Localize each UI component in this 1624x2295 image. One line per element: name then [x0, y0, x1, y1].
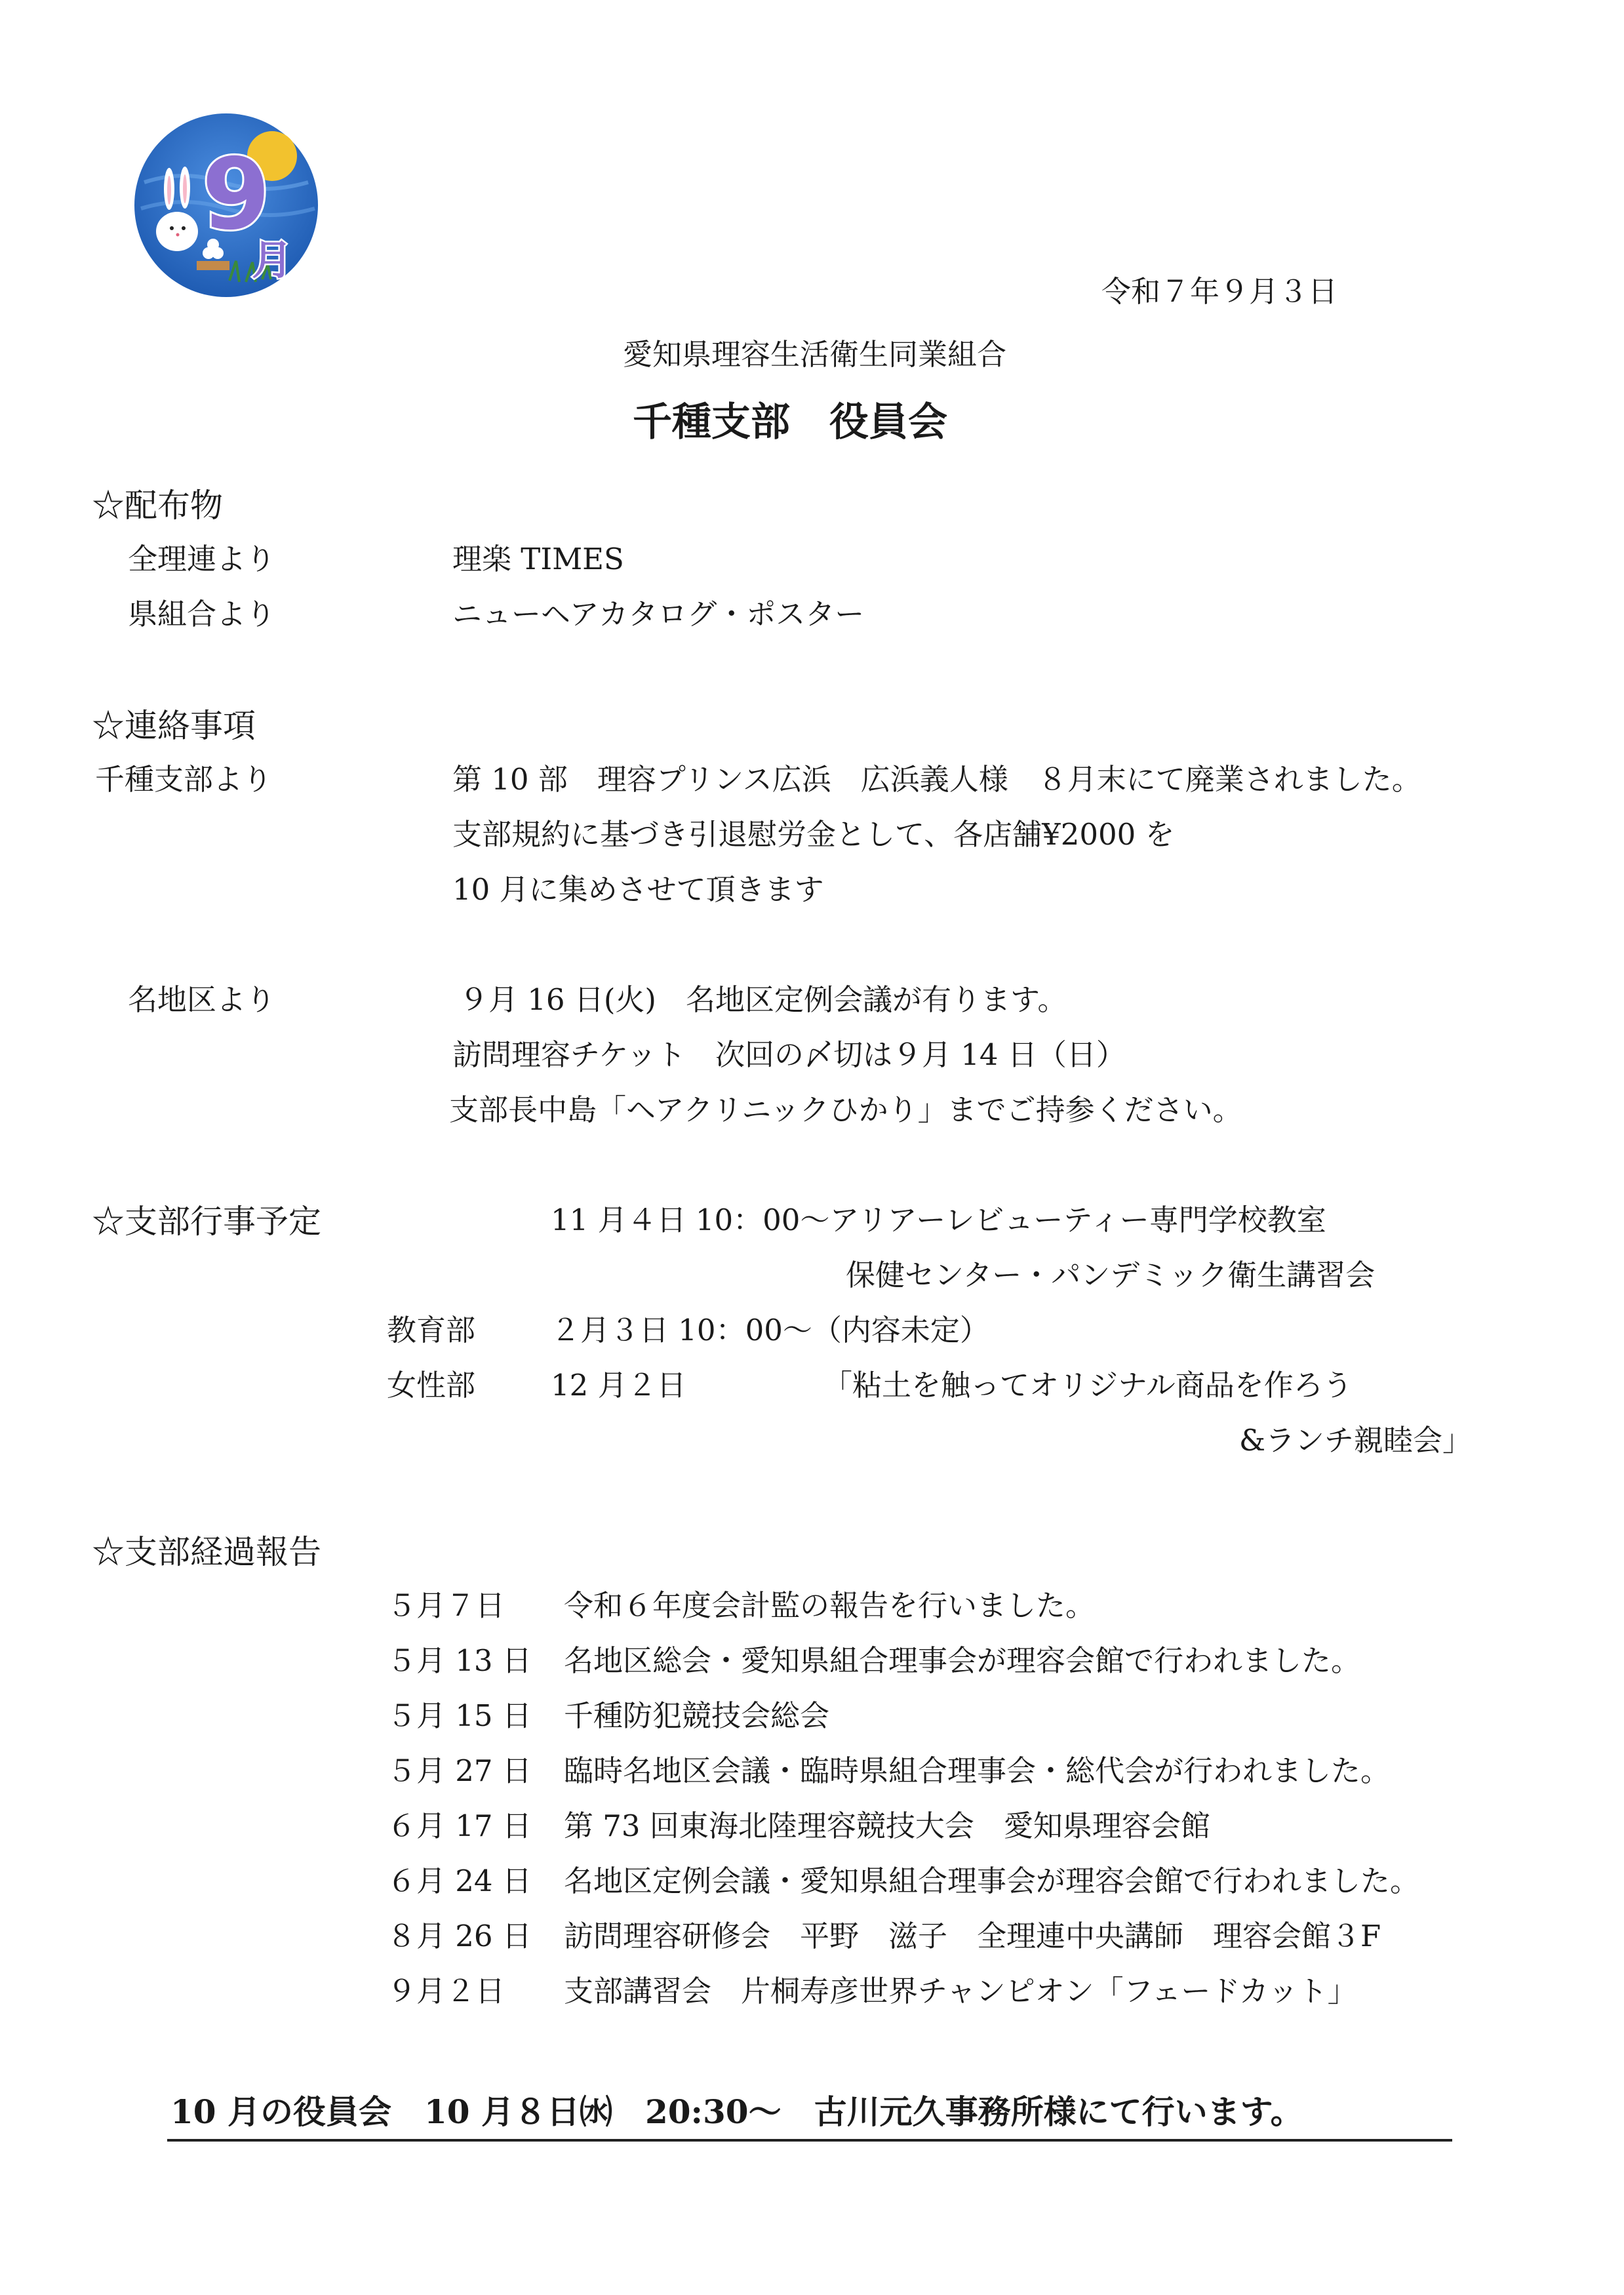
document-date: 令和７年９月３日 — [1101, 274, 1338, 309]
chikusa-line-3: 10 月に集めさせて頂きます — [452, 872, 824, 907]
september-badge-icon — [131, 110, 321, 300]
report-text: 千種防犯競技会総会 — [564, 1698, 830, 1733]
report-heading: ☆支部経過報告 — [92, 1533, 321, 1571]
education-text: ２月３日 10：00～（内容未定） — [551, 1313, 989, 1347]
meichi-line-1: ９月 16 日(火) 名地区定例会議が有ります。 — [459, 982, 1067, 1017]
chikusa-source: 千種支部より — [95, 762, 273, 797]
report-date: ５月 27 日 — [387, 1753, 532, 1788]
events-heading: ☆支部行事予定 — [92, 1203, 321, 1241]
report-text: 令和６年度会計監の報告を行いました。 — [564, 1588, 1096, 1623]
report-date: ６月 17 日 — [387, 1808, 532, 1843]
report-text: 第 73 回東海北陸理容競技大会 愛知県理容会館 — [564, 1808, 1210, 1843]
distribution-item-2: ニューヘアカタログ・ポスター — [452, 597, 865, 631]
organization-name: 愛知県理容生活衛生同業組合 — [623, 337, 1007, 372]
report-text: 訪問理容研修会 平野 滋子 全理連中央講師 理容会館３F — [564, 1919, 1381, 1953]
women-text-1: 「粘土を触ってオリジナル商品を作ろう — [823, 1368, 1353, 1403]
report-text: 名地区定例会議・愛知県組合理事会が理容会館で行われました。 — [564, 1864, 1420, 1898]
report-date: ８月 26 日 — [387, 1919, 532, 1953]
education-label: 教育部 — [387, 1313, 476, 1347]
footer-notice: 10 月の役員会 10 月８日㈬ 20:30～ 古川元久事務所様にて行います。 — [170, 2092, 1303, 2131]
page-title: 千種支部 役員会 — [633, 399, 947, 445]
chikusa-line-1: 第 10 部 理容プリンス広浜 広浜義人様 ８月末にて廃業されました。 — [452, 762, 1421, 797]
report-date: ５月 15 日 — [387, 1698, 532, 1733]
footer-underline — [167, 2139, 1452, 2142]
report-text: 臨時名地区会議・臨時県組合理事会・総代会が行われました。 — [564, 1753, 1391, 1788]
badge-number: 9 — [201, 138, 271, 252]
event-line-1: 11 月４日 10：00～アリアーレビューティー専門学校教室 — [551, 1203, 1326, 1237]
report-date: ９月２日 — [387, 1974, 505, 2008]
distribution-source-1: 全理連より — [128, 542, 276, 576]
badge-month-char: 月 — [251, 236, 293, 284]
report-date: ６月 24 日 — [387, 1864, 532, 1898]
report-date: ５月 13 日 — [387, 1643, 532, 1678]
distribution-item-1: 理楽 TIMES — [452, 542, 624, 576]
notices-heading: ☆連絡事項 — [92, 707, 256, 745]
report-date: ５月７日 — [387, 1588, 505, 1623]
meichi-line-3: 支部長中島「ヘアクリニックひかり」までご持参ください。 — [449, 1092, 1242, 1127]
chikusa-line-2: 支部規約に基づき引退慰労金として、各店舗¥2000 を — [452, 817, 1175, 852]
meichi-source: 名地区より — [128, 982, 276, 1017]
meichi-line-2: 訪問理容チケット 次回の〆切は９月 14 日（日） — [452, 1037, 1126, 1072]
report-text: 名地区総会・愛知県組合理事会が理容会館で行われました。 — [564, 1643, 1361, 1678]
distribution-heading: ☆配布物 — [92, 487, 223, 525]
women-date: 12 月２日 — [551, 1368, 686, 1403]
report-text: 支部講習会 片桐寿彦世界チャンピオン「フェードカット」 — [564, 1974, 1357, 2008]
event-line-2: 保健センター・パンデミック衛生講習会 — [846, 1258, 1376, 1292]
women-text-2: &ランチ親睦会」 — [1239, 1423, 1473, 1458]
distribution-source-2: 県組合より — [128, 597, 276, 631]
women-label: 女性部 — [387, 1368, 476, 1403]
